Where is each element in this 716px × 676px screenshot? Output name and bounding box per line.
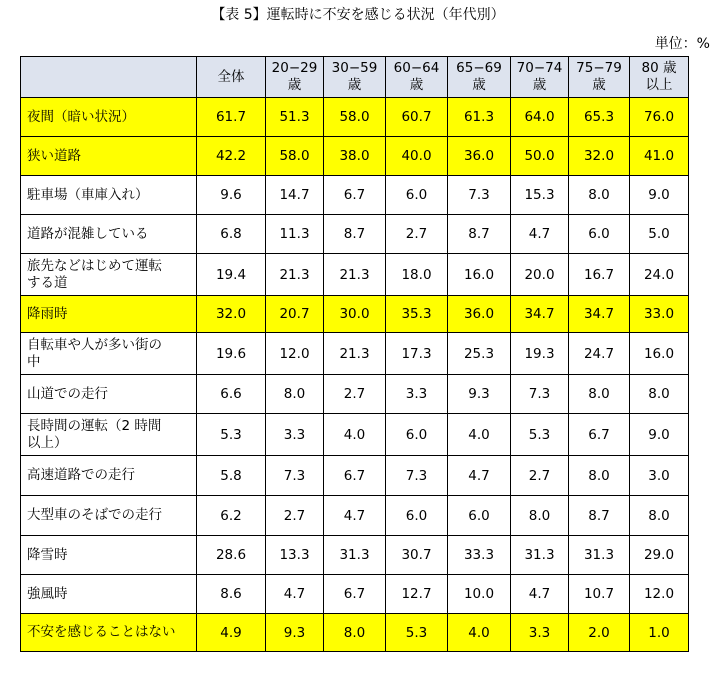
value-cell: 19.4	[197, 254, 266, 296]
row-label: 強風時	[21, 575, 197, 614]
value-cell: 6.7	[569, 414, 630, 456]
value-cell: 61.7	[197, 98, 266, 137]
value-cell: 12.7	[386, 575, 448, 614]
value-cell: 65.3	[569, 98, 630, 137]
value-cell: 7.3	[511, 375, 569, 414]
value-cell: 7.3	[448, 176, 511, 215]
value-cell: 12.0	[630, 575, 689, 614]
value-cell: 13.3	[266, 536, 324, 575]
value-cell: 31.3	[511, 536, 569, 575]
value-cell: 9.0	[630, 176, 689, 215]
value-cell: 2.0	[569, 614, 630, 652]
value-cell: 6.7	[324, 456, 386, 496]
table-row	[21, 215, 689, 254]
value-cell: 36.0	[448, 296, 511, 333]
table-row	[21, 137, 689, 176]
value-cell: 29.0	[630, 536, 689, 575]
value-cell: 40.0	[386, 137, 448, 176]
column-header: 80 歳 以上	[630, 57, 689, 98]
value-cell: 5.3	[386, 614, 448, 652]
value-cell: 8.7	[448, 215, 511, 254]
value-cell: 31.3	[324, 536, 386, 575]
value-cell: 12.0	[266, 333, 324, 375]
value-cell: 51.3	[266, 98, 324, 137]
value-cell: 34.7	[511, 296, 569, 333]
value-cell: 6.0	[569, 215, 630, 254]
row-label: 道路が混雑している	[21, 215, 197, 254]
value-cell: 38.0	[324, 137, 386, 176]
value-cell: 5.0	[630, 215, 689, 254]
value-cell: 1.0	[630, 614, 689, 652]
value-cell: 6.2	[197, 496, 266, 536]
value-cell: 3.3	[386, 375, 448, 414]
column-header: 30−59 歳	[324, 57, 386, 98]
value-cell: 9.3	[266, 614, 324, 652]
table-row	[21, 333, 689, 375]
value-cell: 17.3	[386, 333, 448, 375]
value-cell: 10.7	[569, 575, 630, 614]
value-cell: 6.0	[386, 496, 448, 536]
value-cell: 50.0	[511, 137, 569, 176]
value-cell: 16.0	[448, 254, 511, 296]
row-label: 高速道路での走行	[21, 456, 197, 496]
table-row	[21, 575, 689, 614]
value-cell: 4.7	[511, 215, 569, 254]
value-cell: 76.0	[630, 98, 689, 137]
value-cell: 36.0	[448, 137, 511, 176]
value-cell: 6.0	[448, 496, 511, 536]
header-row	[21, 57, 689, 98]
value-cell: 18.0	[386, 254, 448, 296]
value-cell: 2.7	[266, 496, 324, 536]
table-row	[21, 296, 689, 333]
value-cell: 60.7	[386, 98, 448, 137]
value-cell: 32.0	[569, 137, 630, 176]
row-label: 夜間（暗い状況）	[21, 98, 197, 137]
value-cell: 9.0	[630, 414, 689, 456]
value-cell: 7.3	[386, 456, 448, 496]
row-label: 大型車のそばでの走行	[21, 496, 197, 536]
value-cell: 8.0	[630, 375, 689, 414]
row-label: 長時間の運転（2 時間 以上）	[21, 414, 197, 456]
table-row	[21, 254, 689, 296]
value-cell: 16.0	[630, 333, 689, 375]
table-title: 【表 5】運転時に不安を感じる状況（年代別）	[211, 7, 505, 23]
value-cell: 21.3	[324, 333, 386, 375]
column-header: 全体	[197, 57, 266, 98]
value-cell: 25.3	[448, 333, 511, 375]
value-cell: 14.7	[266, 176, 324, 215]
value-cell: 2.7	[511, 456, 569, 496]
value-cell: 6.8	[197, 215, 266, 254]
row-label: 降雪時	[21, 536, 197, 575]
table-body	[21, 98, 689, 652]
value-cell: 4.0	[448, 614, 511, 652]
data-table	[20, 56, 689, 652]
column-header: 20−29 歳	[266, 57, 324, 98]
value-cell: 3.0	[630, 456, 689, 496]
value-cell: 8.0	[569, 375, 630, 414]
value-cell: 16.7	[569, 254, 630, 296]
value-cell: 15.3	[511, 176, 569, 215]
table-row	[21, 375, 689, 414]
value-cell: 4.7	[448, 456, 511, 496]
value-cell: 3.3	[266, 414, 324, 456]
table-row	[21, 414, 689, 456]
column-header: 60−64 歳	[386, 57, 448, 98]
value-cell: 7.3	[266, 456, 324, 496]
value-cell: 8.0	[569, 456, 630, 496]
column-header: 75−79 歳	[569, 57, 630, 98]
value-cell: 9.6	[197, 176, 266, 215]
value-cell: 4.7	[511, 575, 569, 614]
value-cell: 2.7	[386, 215, 448, 254]
value-cell: 24.0	[630, 254, 689, 296]
value-cell: 21.3	[324, 254, 386, 296]
value-cell: 24.7	[569, 333, 630, 375]
value-cell: 6.7	[324, 575, 386, 614]
value-cell: 4.9	[197, 614, 266, 652]
value-cell: 19.3	[511, 333, 569, 375]
value-cell: 6.6	[197, 375, 266, 414]
value-cell: 5.3	[511, 414, 569, 456]
row-label: 駐車場（車庫入れ）	[21, 176, 197, 215]
value-cell: 19.6	[197, 333, 266, 375]
table-row	[21, 176, 689, 215]
value-cell: 6.7	[324, 176, 386, 215]
value-cell: 4.7	[324, 496, 386, 536]
value-cell: 34.7	[569, 296, 630, 333]
value-cell: 3.3	[511, 614, 569, 652]
value-cell: 28.6	[197, 536, 266, 575]
value-cell: 42.2	[197, 137, 266, 176]
table-row	[21, 98, 689, 137]
row-label: 不安を感じることはない	[21, 614, 197, 652]
value-cell: 32.0	[197, 296, 266, 333]
value-cell: 4.0	[448, 414, 511, 456]
column-header: 65−69 歳	[448, 57, 511, 98]
value-cell: 5.3	[197, 414, 266, 456]
value-cell: 8.7	[324, 215, 386, 254]
table-row	[21, 614, 689, 652]
table-row	[21, 496, 689, 536]
value-cell: 33.0	[630, 296, 689, 333]
value-cell: 5.8	[197, 456, 266, 496]
value-cell: 11.3	[266, 215, 324, 254]
value-cell: 41.0	[630, 137, 689, 176]
row-label: 降雨時	[21, 296, 197, 333]
value-cell: 4.7	[266, 575, 324, 614]
value-cell: 8.0	[569, 176, 630, 215]
row-label: 山道での走行	[21, 375, 197, 414]
value-cell: 4.0	[324, 414, 386, 456]
value-cell: 58.0	[266, 137, 324, 176]
value-cell: 35.3	[386, 296, 448, 333]
value-cell: 6.0	[386, 176, 448, 215]
value-cell: 8.0	[266, 375, 324, 414]
value-cell: 58.0	[324, 98, 386, 137]
value-cell: 20.0	[511, 254, 569, 296]
value-cell: 30.0	[324, 296, 386, 333]
table-row	[21, 536, 689, 575]
value-cell: 20.7	[266, 296, 324, 333]
value-cell: 8.0	[511, 496, 569, 536]
table-row	[21, 456, 689, 496]
value-cell: 8.6	[197, 575, 266, 614]
value-cell: 10.0	[448, 575, 511, 614]
value-cell: 6.0	[386, 414, 448, 456]
row-label: 旅先などはじめて運転 する道	[21, 254, 197, 296]
header-corner-cell	[21, 57, 197, 98]
row-label: 狭い道路	[21, 137, 197, 176]
value-cell: 8.7	[569, 496, 630, 536]
value-cell: 8.0	[630, 496, 689, 536]
value-cell: 61.3	[448, 98, 511, 137]
value-cell: 30.7	[386, 536, 448, 575]
row-label: 自転車や人が多い街の 中	[21, 333, 197, 375]
column-header: 70−74 歳	[511, 57, 569, 98]
value-cell: 64.0	[511, 98, 569, 137]
value-cell: 9.3	[448, 375, 511, 414]
value-cell: 21.3	[266, 254, 324, 296]
value-cell: 2.7	[324, 375, 386, 414]
value-cell: 33.3	[448, 536, 511, 575]
unit-label: 単位：%	[654, 36, 710, 52]
value-cell: 8.0	[324, 614, 386, 652]
value-cell: 31.3	[569, 536, 630, 575]
